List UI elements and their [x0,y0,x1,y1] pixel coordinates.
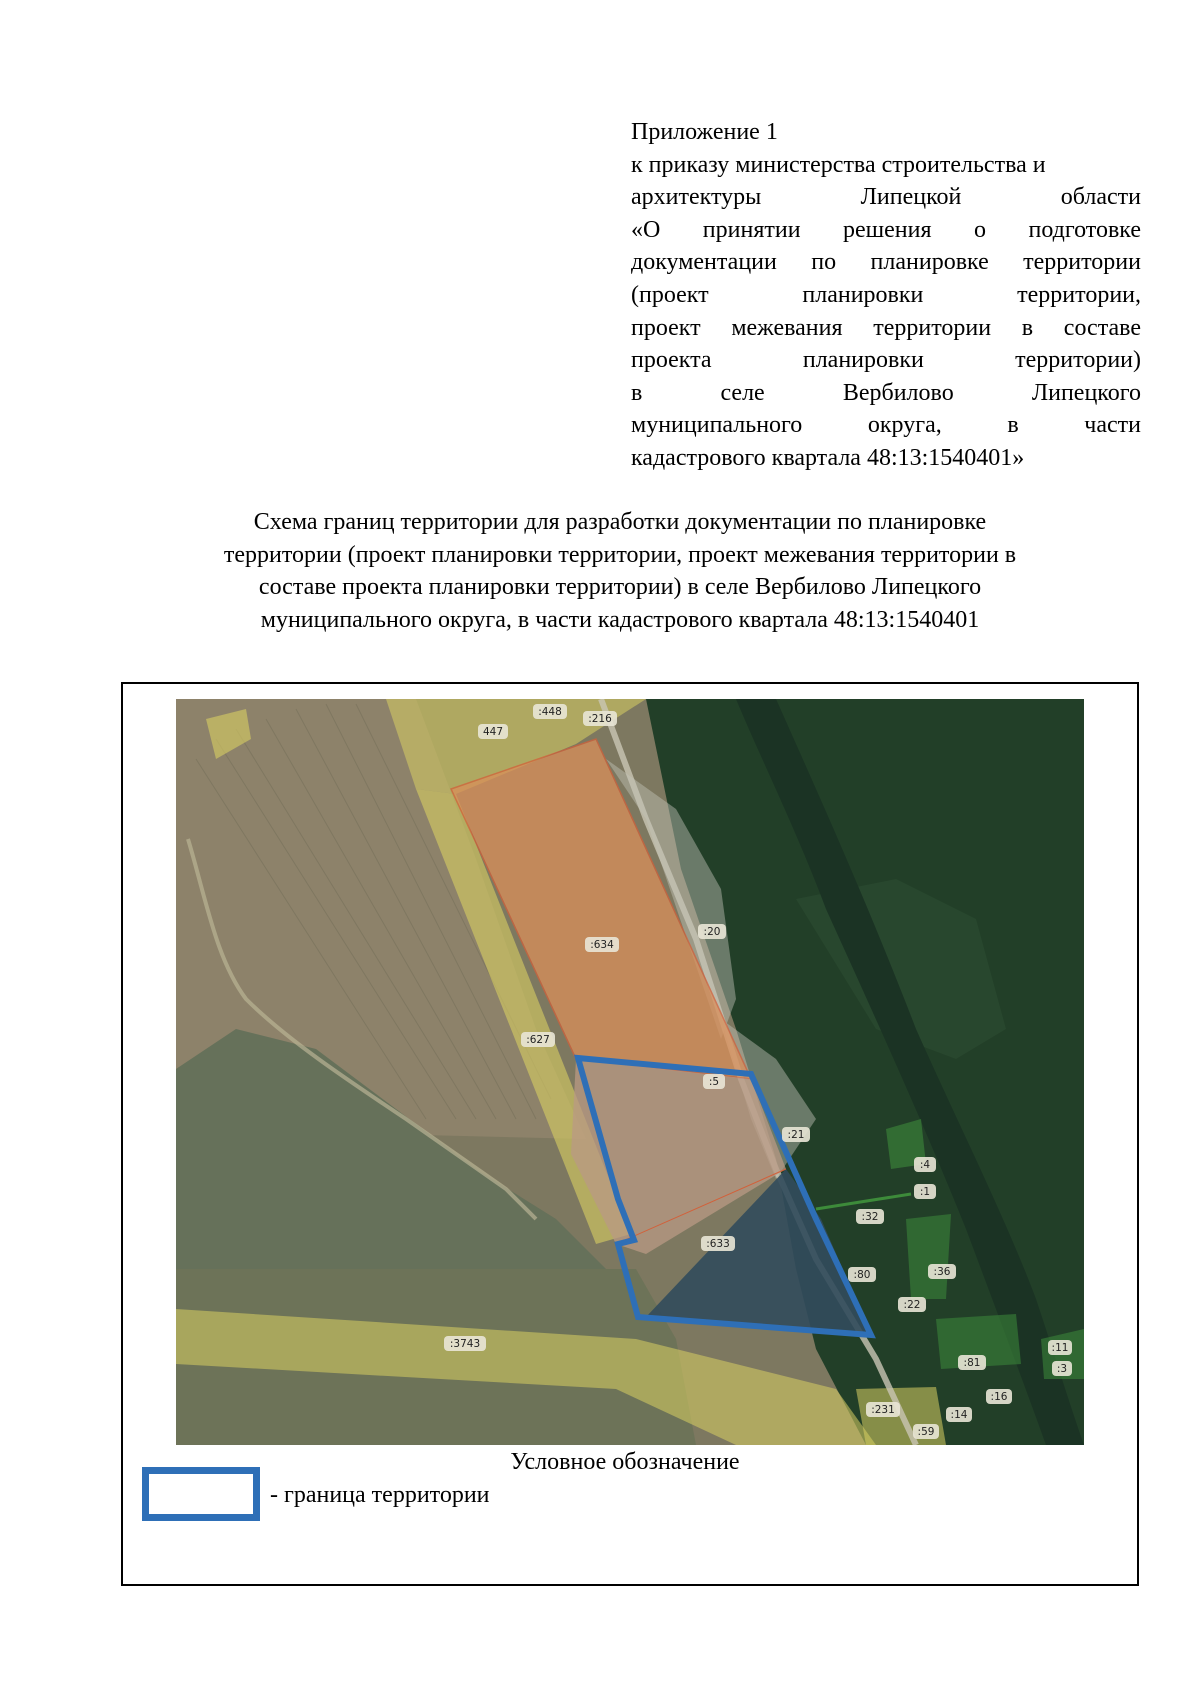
parcel-label [533,704,567,719]
parcel-label [1052,1361,1072,1376]
parcel-label [583,711,617,726]
parcel-label [986,1389,1012,1404]
appendix-line: (проект планировки территории, [631,281,1141,308]
parcel-label [946,1407,972,1422]
appendix-line: к приказу министерства строительства и [631,151,1046,178]
svg-text::1: :1 [919,1186,931,1198]
parcel-label [698,924,726,939]
parcel-label [701,1236,735,1251]
parcel-label [914,1184,936,1199]
svg-text::634: :634 [590,939,614,951]
svg-text::16: :16 [990,1391,1008,1403]
svg-text::3: :3 [1056,1363,1068,1375]
title-line: муниципального округа, в части кадастрового квартала 48:13:1540401 [260,606,980,633]
appendix-line: проекта планировки территории) [631,347,1141,374]
legend-boundary-swatch [142,1467,260,1521]
parcel-label [585,937,619,952]
svg-text::59: :59 [917,1426,935,1438]
svg-text:447: 447 [482,726,504,738]
parcel-label [928,1264,956,1279]
map-canvas [176,699,1084,1445]
parcel-label [866,1402,900,1417]
appendix-line: муниципального округа, в части [631,412,1141,439]
svg-text::448: :448 [538,706,562,718]
svg-text::14: :14 [950,1409,968,1421]
title-line: Схема границ территории для разработки документации по планировке [253,509,987,535]
legend-boundary-label: - граница территории [270,1482,490,1508]
parcel-label [521,1032,555,1047]
svg-text::4: :4 [919,1159,931,1171]
appendix-line: архитектуры Липецкой области [631,184,1141,211]
title-line: составе проекта планировки территории) в селе Вербилово Липецкого [258,574,982,601]
parcel-label [478,724,508,739]
svg-text::5: :5 [708,1076,720,1088]
appendix-line: Приложение 1 [631,119,778,145]
parcel-label [1048,1340,1072,1355]
parcel-label [782,1127,810,1142]
appendix-line: документации по планировке территории [631,249,1141,276]
svg-text::80: :80 [853,1269,871,1281]
svg-text::32: :32 [861,1211,879,1223]
appendix-header [631,116,1141,475]
parcel-label [958,1355,986,1370]
legend-title: Условное обозначение [510,1449,740,1475]
title-line: территории (проект планировки территории, проект межевания территории в [223,541,1017,568]
svg-text::3743: :3743 [449,1338,481,1350]
appendix-line: проект межевания территории в составе [631,314,1141,341]
svg-text::36: :36 [933,1266,951,1278]
parcel-label [914,1157,936,1172]
svg-text::21: :21 [787,1129,805,1141]
parcel-label [898,1297,926,1312]
svg-text::22: :22 [903,1299,921,1311]
scheme-title [130,506,1110,636]
svg-text::627: :627 [526,1034,550,1046]
svg-text::231: :231 [871,1404,895,1416]
appendix-line: кадастрового квартала 48:13:1540401» [631,444,1025,471]
parcel-36 [906,1214,951,1299]
parcel-label [703,1074,725,1089]
svg-text::11: :11 [1051,1342,1069,1354]
parcel-label [444,1336,486,1351]
satellite-map [176,699,1084,1445]
parcel-label [848,1267,876,1282]
svg-text::81: :81 [963,1357,981,1369]
svg-text::216: :216 [588,713,612,725]
svg-text::20: :20 [703,926,721,938]
appendix-line: «О принятии решения о подготовке [631,216,1141,243]
svg-text::633: :633 [706,1238,730,1250]
appendix-line: в селе Вербилово Липецкого [631,379,1141,406]
parcel-label [856,1209,884,1224]
parcel-label [913,1424,939,1439]
